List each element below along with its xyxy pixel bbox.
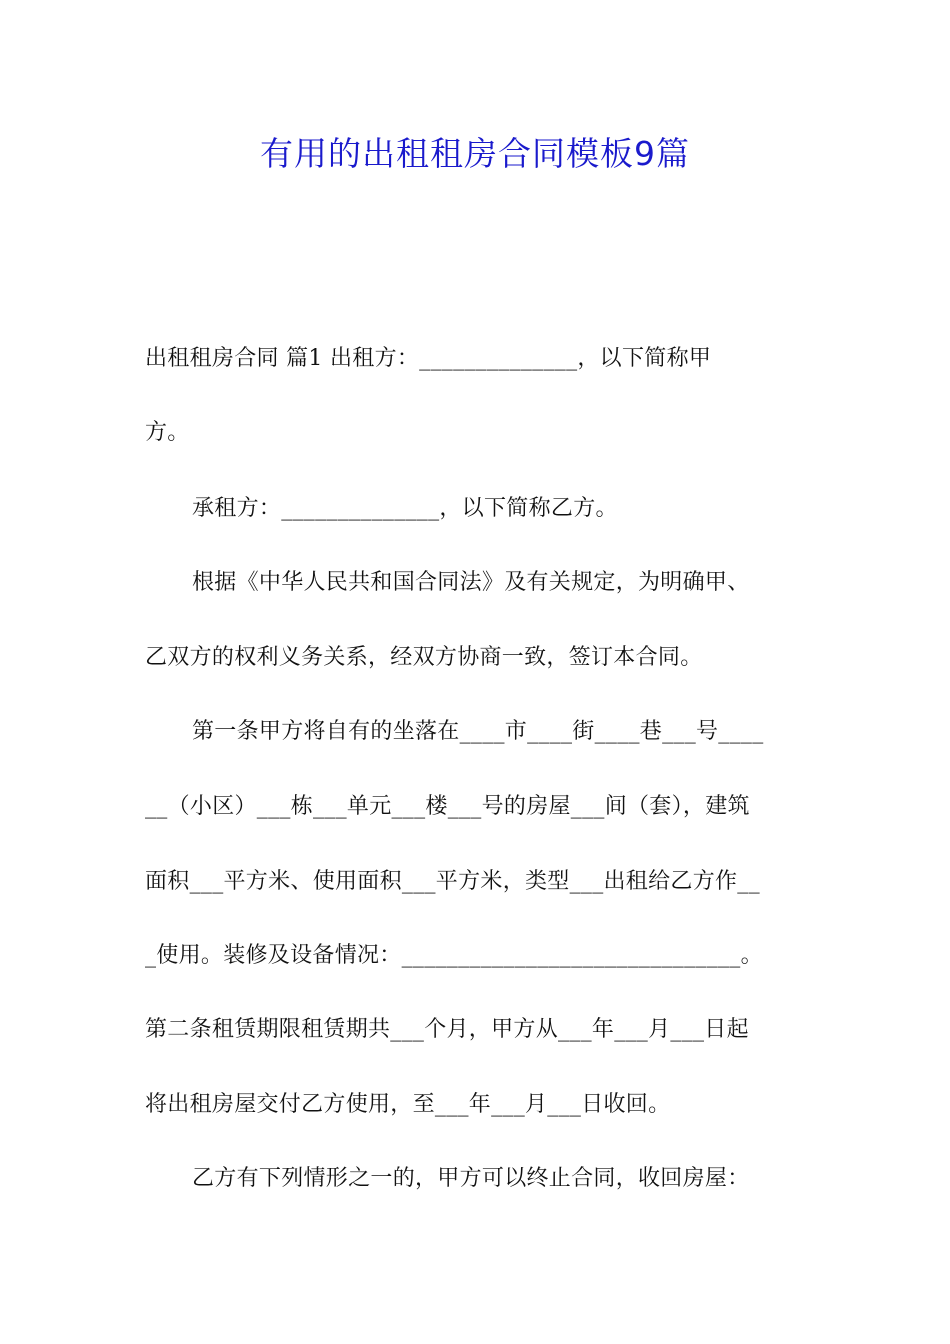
paragraph-line-4: 根据《中华人民共和国合同法》及有关规定，为明确甲、	[192, 570, 750, 595]
paragraph-line-9: _使用。装修及设备情况：______________________________。	[145, 943, 763, 968]
paragraph-line-2: 方。	[145, 420, 190, 445]
paragraph-line-6: 第一条甲方将自有的坐落在____市____街____巷___号____	[192, 719, 764, 744]
paragraph-line-1: 出租租房合同 篇1 出租方：______________，以下简称甲	[145, 346, 712, 371]
paragraph-line-7: __（小区）___栋___单元___楼___号的房屋___间（套），建筑	[145, 794, 750, 819]
paragraph-line-10: 第二条租赁期限租赁期共___个月，甲方从___年___月___日起	[145, 1017, 749, 1042]
paragraph-line-8: 面积___平方米、使用面积___平方米，类型___出租给乙方作__	[145, 869, 760, 894]
paragraph-line-5: 乙双方的权利义务关系，经双方协商一致，签订本合同。	[145, 645, 703, 670]
document-title: 有用的出租租房合同模板9篇	[260, 134, 690, 173]
paragraph-line-3: 承租方：______________，以下简称乙方。	[192, 496, 618, 521]
paragraph-line-11: 将出租房屋交付乙方使用，至___年___月___日收回。	[145, 1092, 671, 1117]
paragraph-line-12: 乙方有下列情形之一的，甲方可以终止合同，收回房屋：	[192, 1166, 750, 1191]
